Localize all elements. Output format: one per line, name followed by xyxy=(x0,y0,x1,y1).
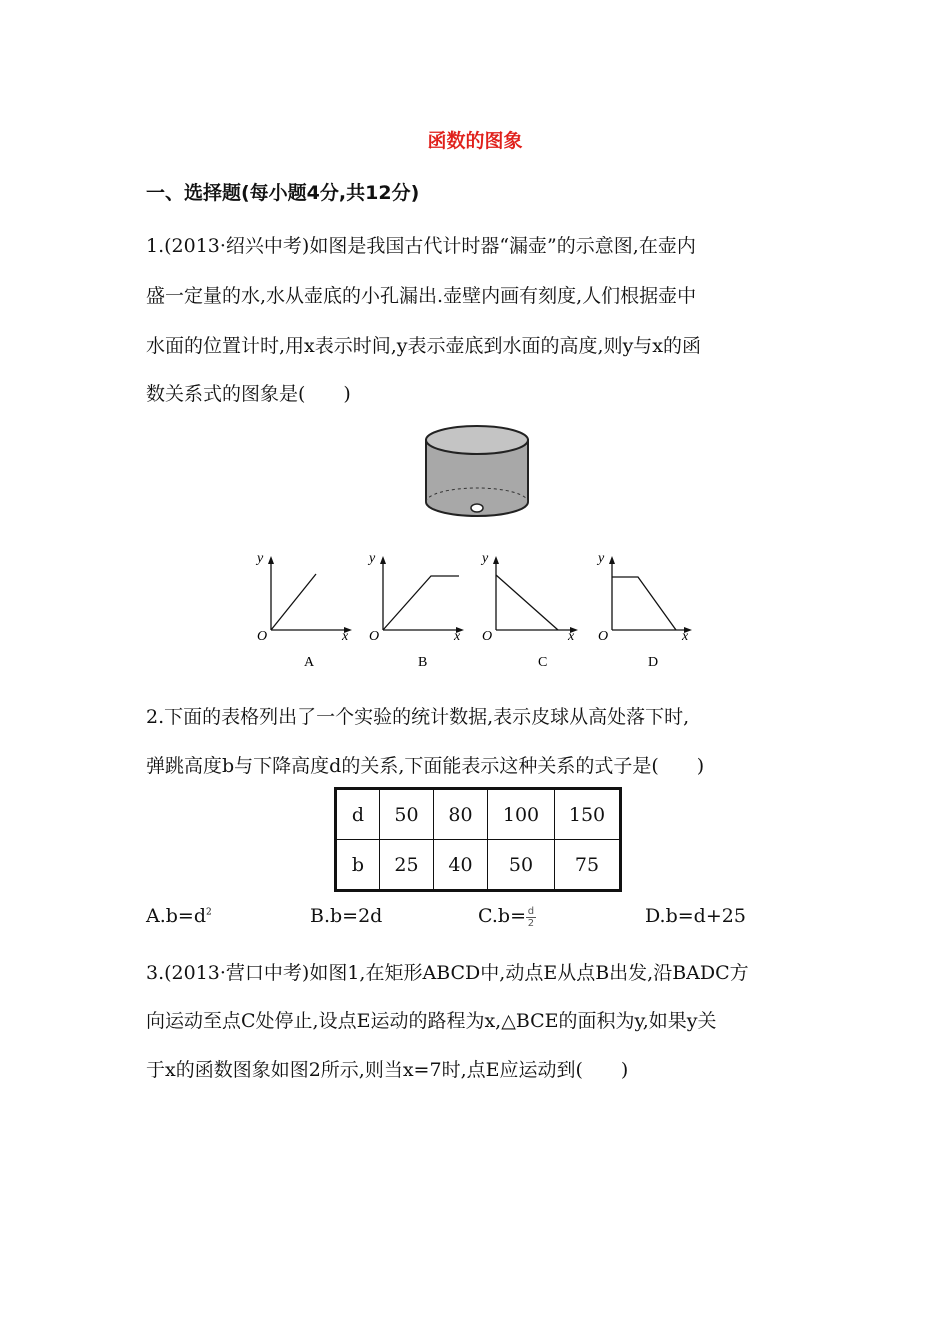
table-cell: 75 xyxy=(555,840,621,891)
q3-line-2: 向运动至点C处停止,设点E运动的路程为x,△BCE的面积为y,如果y关 xyxy=(146,1010,717,1032)
table-cell: 50 xyxy=(380,789,434,840)
graph-a xyxy=(255,551,352,670)
q2-option-c: C.b= $\frac{d}{2}$ xyxy=(478,905,535,929)
q2-option-d: D.b=d+25 xyxy=(645,905,746,927)
graph-d-y-label: y xyxy=(598,551,605,566)
table-cell: 25 xyxy=(380,840,434,891)
graph-b-label: B xyxy=(418,655,428,670)
graph-d-origin: O xyxy=(598,629,609,644)
table-row xyxy=(336,840,621,891)
graph-a-x-label: x xyxy=(342,629,349,644)
graph-d-x-label: x xyxy=(682,629,689,644)
q2-line-2: 弹跳高度b与下降高度d的关系,下面能表示这种关系的式子是( ) xyxy=(146,755,705,777)
graph-d-label: D xyxy=(648,655,659,670)
q2-option-a: $A.b=d^2$ xyxy=(146,905,212,927)
graph-c-label: C xyxy=(538,655,548,670)
table-cell: 100 xyxy=(488,789,555,840)
table-cell: 40 xyxy=(434,840,488,891)
table-cell: b xyxy=(336,840,380,891)
q1-line-4: 数关系式的图象是( ) xyxy=(146,383,351,405)
q1-line-3: 水面的位置计时,用x表示时间,y表示壶底到水面的高度,则y与x的函 xyxy=(146,335,702,357)
table-cell: d xyxy=(336,789,380,840)
graph-c-y-label: y xyxy=(482,551,489,566)
graph-a-origin: O xyxy=(257,629,268,644)
table-cell: 150 xyxy=(555,789,621,840)
graph-b xyxy=(367,551,464,670)
graph-b-x-label: x xyxy=(454,629,461,644)
graph-a-label: A xyxy=(304,655,315,670)
q1-line-1: 1.(2013·绍兴中考)如图是我国古代计时器“漏壶”的示意图,在壶内 xyxy=(146,235,696,257)
q2-line-1: 2.下面的表格列出了一个实验的统计数据,表示皮球从高处落下时, xyxy=(146,706,690,728)
page-title: 函数的图象 xyxy=(427,130,523,152)
q3-line-1: 3.(2013·营口中考)如图1,在矩形ABCD中,动点E从点B出发,沿BADC方 xyxy=(146,962,749,984)
graph-d xyxy=(596,551,692,670)
q1-line-2: 盛一定量的水,水从壶底的小孔漏出.壶壁内画有刻度,人们根据壶中 xyxy=(146,285,697,307)
fraction: $\frac{d}{2}$ xyxy=(527,905,535,929)
graph-c-origin: O xyxy=(482,629,493,644)
section-heading: 一、选择题(每小题4分,共12分) xyxy=(146,182,420,204)
graph-b-origin: O xyxy=(369,629,380,644)
table-cell: 80 xyxy=(434,789,488,840)
graph-c-x-label: x xyxy=(568,629,575,644)
graph-c xyxy=(480,551,578,670)
q3-line-3: 于x的函数图象如图2所示,则当x=7时,点E应运动到( ) xyxy=(146,1059,629,1081)
graph-b-y-label: y xyxy=(369,551,376,566)
q2-option-b: B.b=2d xyxy=(310,905,383,927)
q1-option-graphs xyxy=(246,548,706,673)
graph-a-y-label: y xyxy=(257,551,264,566)
water-clock-figure xyxy=(420,420,535,525)
table-row xyxy=(336,789,621,840)
data-table xyxy=(334,787,622,892)
table-cell: 50 xyxy=(488,840,555,891)
